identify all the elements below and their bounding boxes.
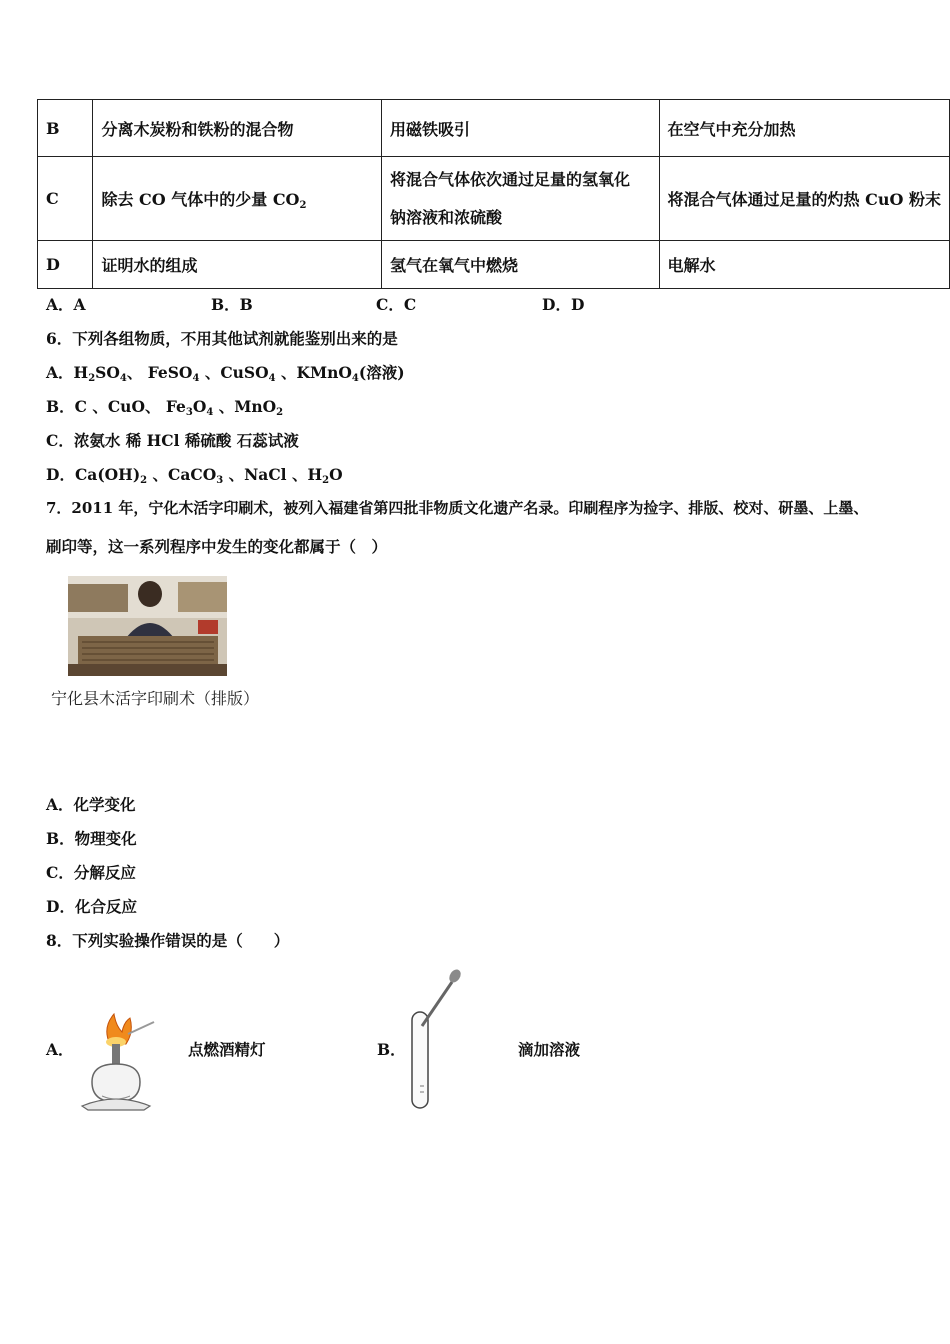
row-method-2: 将混合气体通过足量的灼热 CuO 粉末 xyxy=(659,157,949,241)
subscript: 3 xyxy=(185,407,193,418)
formula-part: 、MnO xyxy=(213,397,277,416)
formula-part: 、CaCO xyxy=(147,465,217,484)
q7-option-a[interactable]: A．化学变化 xyxy=(46,795,136,814)
row-method-2: 电解水 xyxy=(659,241,949,289)
subscript: 4 xyxy=(351,373,359,384)
experiment-table xyxy=(37,99,950,289)
formula-part: (溶液) xyxy=(358,363,405,382)
table-row xyxy=(38,100,950,157)
row-purpose: 证明水的组成 xyxy=(93,241,382,289)
row-id: D xyxy=(38,241,93,289)
subscript: 2 xyxy=(322,475,330,486)
subscript: 2 xyxy=(140,475,148,486)
alcohol-lamp-icon xyxy=(72,1010,162,1115)
subscript: 2 xyxy=(276,407,284,418)
photo-caption: 宁化县木活字印刷术（排版） xyxy=(51,689,260,708)
row-method-1 xyxy=(382,157,660,241)
subscript: 4 xyxy=(119,373,127,384)
option-a[interactable]: A．A xyxy=(46,295,86,314)
formula-part: Ca(OH) xyxy=(74,465,141,484)
option-c[interactable]: C．C xyxy=(376,295,417,314)
option-d[interactable]: D．D xyxy=(542,295,585,314)
option-label: A． xyxy=(46,363,74,382)
q8-option-b-label[interactable]: B． xyxy=(377,1040,406,1059)
formula-part: 、CuSO xyxy=(199,363,269,382)
formula-part: 、KMnO xyxy=(275,363,352,382)
q6-option-c[interactable]: C．浓氨水 稀 HCl 稀硫酸 石蕊试液 xyxy=(46,431,299,450)
formula-part: H xyxy=(73,363,89,382)
typesetting-photo xyxy=(68,576,227,676)
q7-option-c[interactable]: C．分解反应 xyxy=(46,863,136,882)
q6-option-a[interactable] xyxy=(46,361,405,384)
test-tube-dropper-icon xyxy=(400,966,470,1116)
option-label: D． xyxy=(46,465,75,484)
purpose-text: 除去 CO 气体中的少量 CO xyxy=(101,189,300,209)
formula-part: 、NaCl 、H xyxy=(223,465,323,484)
formula-part: C 、CuO、 Fe xyxy=(74,397,186,416)
row-purpose: 分离木炭粉和铁粉的混合物 xyxy=(93,100,382,157)
formula-part: O xyxy=(329,465,343,484)
q6-stem: 6．下列各组物质，不用其他试剂就能鉴别出来的是 xyxy=(46,329,398,348)
row-method-1: 氢气在氧气中燃烧 xyxy=(382,241,660,289)
table-row xyxy=(38,157,950,241)
q8-option-a-label[interactable]: A． xyxy=(46,1040,74,1059)
q6-option-d[interactable] xyxy=(46,463,343,486)
table-row xyxy=(38,241,950,289)
subscript: 2 xyxy=(299,199,307,211)
q7-stem-line-1: 7．2011 年，宁化木活字印刷术，被列入福建省第四批非物质文化遗产名录。印刷程序为捡字、排版、校对、研墨、上墨、 xyxy=(46,499,869,517)
option-b[interactable]: B．B xyxy=(211,295,253,314)
q7-option-d[interactable]: D．化合反应 xyxy=(46,897,137,916)
subscript: 4 xyxy=(268,373,276,384)
q8-option-b-text: 滴加溶液 xyxy=(518,1040,581,1059)
row-method-1: 用磁铁吸引 xyxy=(382,100,660,157)
q8-stem: 8．下列实验操作错误的是（ ） xyxy=(46,931,290,950)
subscript: 4 xyxy=(192,373,200,384)
method-line: 钠溶液和浓硫酸 xyxy=(390,207,503,227)
row-id: B xyxy=(38,100,93,157)
subscript: 3 xyxy=(216,475,224,486)
method-line: 将混合气体依次通过足量的氢氧化 xyxy=(390,169,631,189)
q6-option-b[interactable] xyxy=(46,395,283,418)
q7-stem-line-2: 刷印等，这一系列程序中发生的变化都属于（ ） xyxy=(46,537,388,556)
row-id: C xyxy=(38,157,93,241)
subscript: 2 xyxy=(88,373,96,384)
row-purpose xyxy=(93,157,382,241)
formula-part: 、 FeSO xyxy=(126,363,193,382)
option-label: B． xyxy=(46,397,75,416)
formula-part: SO xyxy=(95,363,120,382)
formula-part: O xyxy=(192,397,207,416)
q7-option-b[interactable]: B．物理变化 xyxy=(46,829,137,848)
row-method-2: 在空气中充分加热 xyxy=(659,100,949,157)
q8-option-a-text: 点燃酒精灯 xyxy=(188,1040,266,1059)
subscript: 4 xyxy=(206,407,214,418)
